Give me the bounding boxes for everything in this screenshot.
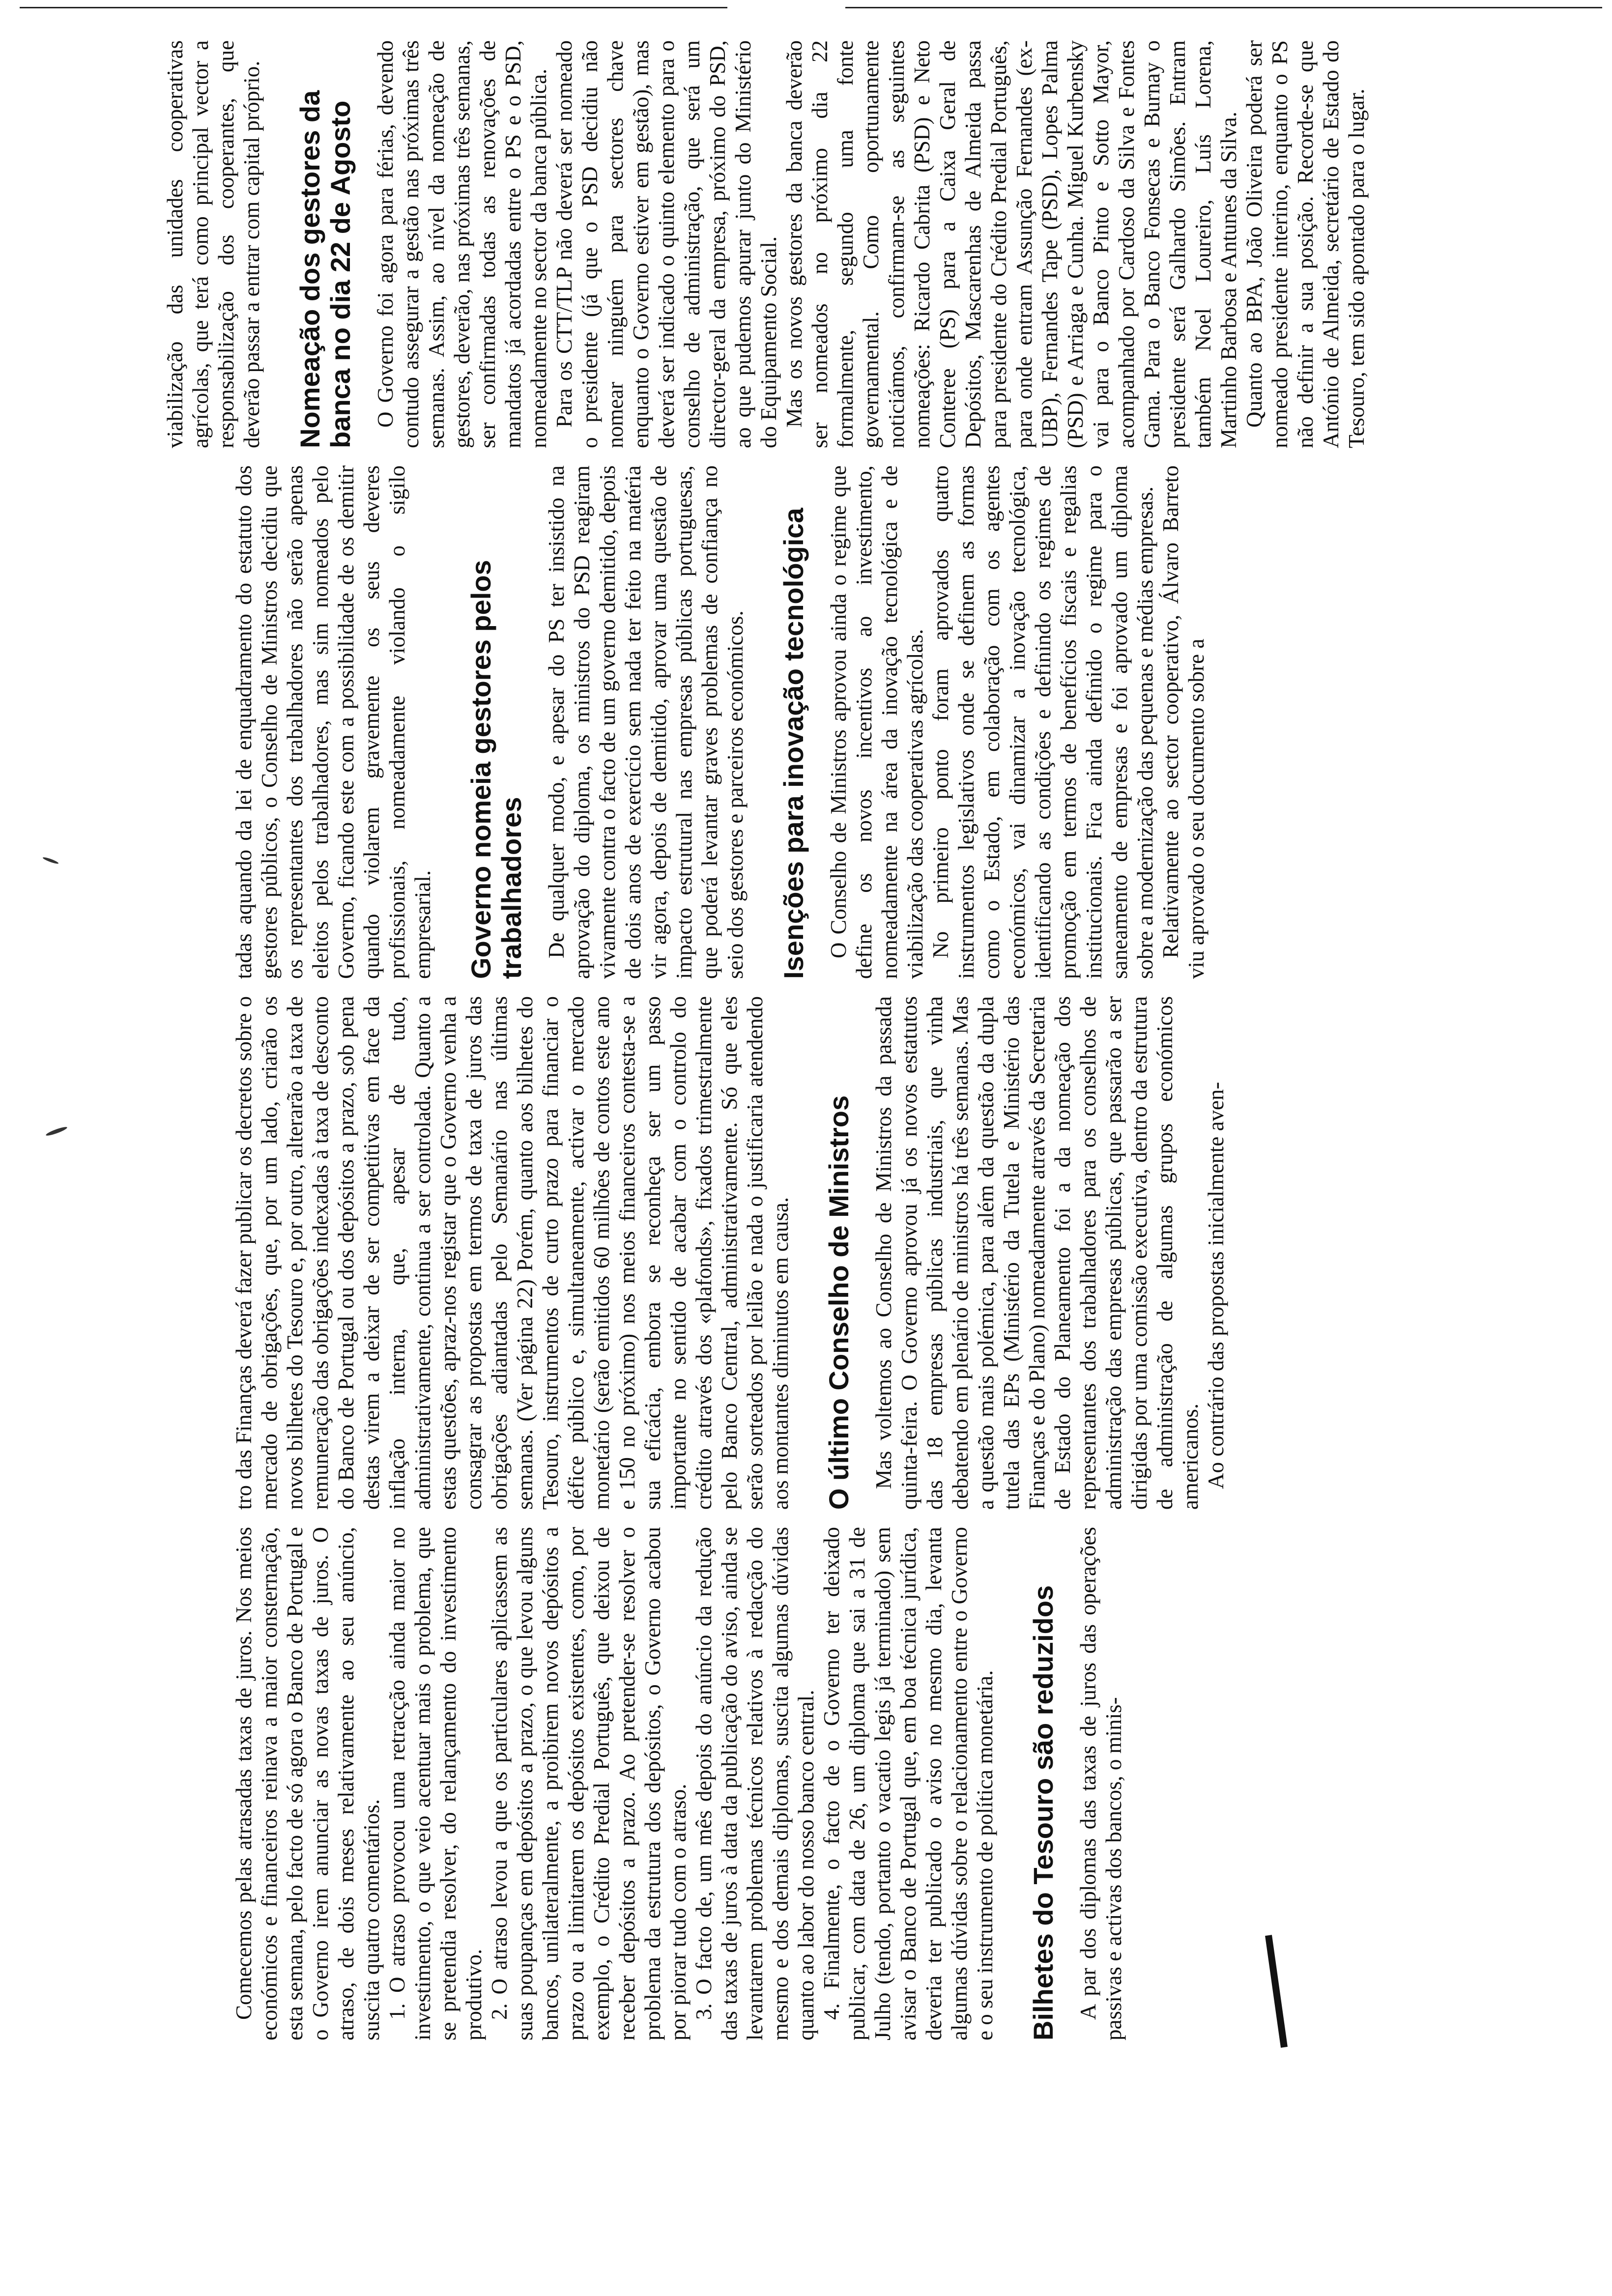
- column-4: [162, 40, 1381, 448]
- column-2: [231, 996, 1376, 1510]
- paragraph: O Governo foi agora para férias, devendo contudo assegurar a gestão nas próximas três semanas. Assim, ao nível da nomeação de gestores, deverão, nas próximas três semanas, ser confirmadas todas as renovações de mandatos já acordadas entre o PS e o PSD, nomeadamente no sector da banca pública.: [373, 40, 551, 448]
- paragraph: Mas voltemos ao Conselho de Ministros da passada quinta-feira. O Governo aprovou já os novos estatutos das 18 empresas públicas industriais, que vinha debatendo em plenário de ministros há três semanas. Mas a questão mais polémica, para além da questão da dupla tutela das EPs (Ministério da Tutela e Ministério das Finanças e do Plano) nomeadamente através da Secretaria de Estado do Planeamento foi a da nomeação dos representantes dos trabalhadores para os conselhos de administração das empresas públicas, que passarão a ser dirigidas por uma comissão executiva, dentro da estrutura de administração de algumas grupos económicos americanos.: [871, 996, 1203, 1510]
- paragraph: tro das Finanças deverá fazer publicar os decretos sobre o mercado de obrigações, que, por um lado, criarão os novos bilhetes do Tesouro e, por outro, alterarão a taxa de remuneração das obrigações indexadas à taxa de desconto do Banco de Portugal ou dos depósitos a prazo, sob pena destas virem a deixar de ser competitivas em face da inflação interna, que, apesar de tudo, administrativamente, continua a ser controlada. Quanto a estas questões, apraz-nos registar que o Governo venha a consagrar as propostas em termos de taxa de juros das obrigações adiantadas pelo Semanário nas últimas semanas. (Ver página 22) Porém, quanto aos bilhetes do Tesouro, instrumentos de curto prazo para financiar o défice público e, simultaneamente, activar o mercado monetário (serão emitidos 60 milhões de contos este ano e 150 no próximo) nos meios financeiros contesta-se a sua eficácia, embora se reconheça ser um passo importante no sentido de acabar com o controlo do crédito através dos «plafonds», fixados trimestralmente pelo Banco Central, administrativamente. Só que eles serão sorteados por leilão e nada o justificaria atendendo aos montantes diminutos em causa.: [231, 996, 793, 1510]
- paragraph: 3. O facto de, um mês depois do anúncio da redução das taxas de juros à data da publicação do aviso, ainda se levantarem problemas técnicos relativos à redacção do mesmo e dos demais diplomas, suscita algumas dúvidas quanto ao labor do nosso banco central.: [691, 1527, 818, 2040]
- paragraph: No primeiro ponto foram aprovados quatro instrumentos legislativos onde se definem as formas como o Estado, em colaboração com os agentes económicos, vai dinamizar a inovação tecnológica, identificando as condições e definindo os regimes de promoção em termos de benefícios fiscais e regalias institucionais. Fica ainda definido o regime para o saneamento de empresas e foi aprovado um diploma sobre a modernização das pequenas e médias empresas.: [928, 465, 1157, 979]
- section-heading: Isenções para inovação tecnológica: [778, 508, 809, 979]
- paragraph: Relativamente ao sector cooperativo, Álvaro Barreto viu aprovado o seu documento sobre a: [1158, 465, 1209, 979]
- paragraph: O Conselho de Ministros aprovou ainda o regime que define os novos incentivos ao investimento, nomeadamente na área da inovação tecnológica e de viabilização das cooperativas agrícolas.: [826, 465, 927, 979]
- paragraph: tadas aquando da lei de enquadramento do estatuto dos gestores públicos, o Conselho de Ministros decidiu que os representantes dos trabalhadores não serão apenas eleitos pelos trabalhadores, mas sim nomeados pelo Governo, ficando este com a possibilidade de os demitir quando violarem gravemente os seus deveres profissionais, nomeadamente violando o sigilo empresarial.: [231, 465, 435, 979]
- paragraph: 1. O atraso provocou uma retracção ainda maior no investimento, o que veio acentuar mais o problema, que se pretendia resolver, do relançamento do investimento produtivo.: [385, 1527, 486, 2040]
- paragraph: A par dos diplomas das taxas de juros das operações passivas e activas dos bancos, o minis-: [1076, 1527, 1126, 2040]
- column-3: [231, 465, 1376, 979]
- paragraph: Quanto ao BPA, João Oliveira poderá ser nomeado presidente interino, enquanto o PS não definir a sua posição. Recorde-se que António de Almeida, secretário de Estado do Tesouro, tem sido apontado para o lugar.: [1242, 40, 1369, 448]
- paragraph: Comecemos pelas atrasadas taxas de juros. Nos meios económicos e financeiros reinava a maior consternação, esta semana, pelo facto de só agora o Banco de Portugal e o Governo irem anunciar as novas taxas de juros. O atraso, de dois meses relativamente ao seu anúncio, suscita quatro comentários.: [231, 1527, 384, 2040]
- paragraph: De qualquer modo, e apesar do PS ter insistido na aprovação do diploma, os ministros do PSD reagiram vivamente contra o facto de um governo demitido, depois de dois anos de exercício sem nada ter feito na matéria vir agora, depois de demitido, aprovar uma questão de impacto estrutural nas empresas públicas portuguesas, que poderá levantar graves problemas de confiança no seio dos gestores e parceiros económicos.: [544, 465, 748, 979]
- paragraph: Para os CTT/TLP não deverá ser nomeado o presidente (já que o PSD decidiu não nomear ninguém para sectores chave enquanto o Governo estiver em gestão), mas deverá ser indicado o quinto elemento para o conselho de administração, que será um director-geral da empresa, próximo do PSD, ao que pudemos apurar junto do Ministério do Equipamento Social.: [552, 40, 781, 448]
- paragraph: 2. O atraso levou a que os particulares aplicassem as suas poupanças em depósitos a prazo, o que levou alguns bancos, unilateralmente, a proibirem novos depósitos a prazo ou a limitarem os depósitos existentes, como, por exemplo, o Crédito Predial Português, que deixou de receber depósitos a prazo. Ao pretender-se resolver o problema da estrutura dos depósitos, o Governo acabou por piorar tudo com o atraso.: [487, 1527, 691, 2040]
- paragraph: Ao contrário das propostas inicialmente aven-: [1204, 1082, 1228, 1489]
- section-heading: Nomeação dos gestores da banca no dia 22 de Agosto: [294, 90, 356, 448]
- section-heading: Governo nomeia gestores pelos trabalhadores: [465, 560, 527, 979]
- section-heading: Bilhetes do Tesouro são reduzidos: [1028, 1585, 1059, 2040]
- paragraph: Mas os novos gestores da banca deverão ser nomeados no próximo dia 22 formalmente, segundo uma fonte governamental. Como oportunamente noticiámos, confirmam-se as seguintes nomeações: Ricardo Cabrita (PSD) e Neto Conteree (PS) para a Caixa Geral de Depósitos, Mascarenhas de Almeida passa para presidente do Crédito Predial Português, para onde entram Assunção Fernandes (ex-UBP), Fernandes Tape (PSD), Lopes Palma (PSD) e Arriaga e Cunha. Miguel Kurbensky vai para o Banco Pinto e Sotto Mayor, acompanhado por Cardoso da Silva e Fontes Gama. Para o Banco Fonsecas e Burnay o presidente será Galhardo Simões. Entram também Noel Loureiro, Luís Lorena, Martinho Barbosa e Antunes da Silva.: [782, 40, 1241, 448]
- section-heading: O último Conselho de Ministros: [823, 1095, 854, 1510]
- paragraph: viabilização das unidades cooperativas agrícolas, que terá como principal vector a responsabilização dos cooperantes, que deverão passar a entrar com capital próprio.: [163, 40, 264, 448]
- paragraph: 4. Finalmente, o facto de o Governo ter deixado publicar, com data de 26, um diploma que sai a 31 de Julho (tendo, portanto o vacatio legis já terminado) sem avisar o Banco de Portugal que, em boa técnica jurídica, deveria ter publicado o aviso no mesmo dia, levanta algumas dúvidas sobre o relacionamento entre o Governo e o seu instrumento de política monetária.: [819, 1527, 997, 2040]
- column-1: [231, 1527, 1376, 2040]
